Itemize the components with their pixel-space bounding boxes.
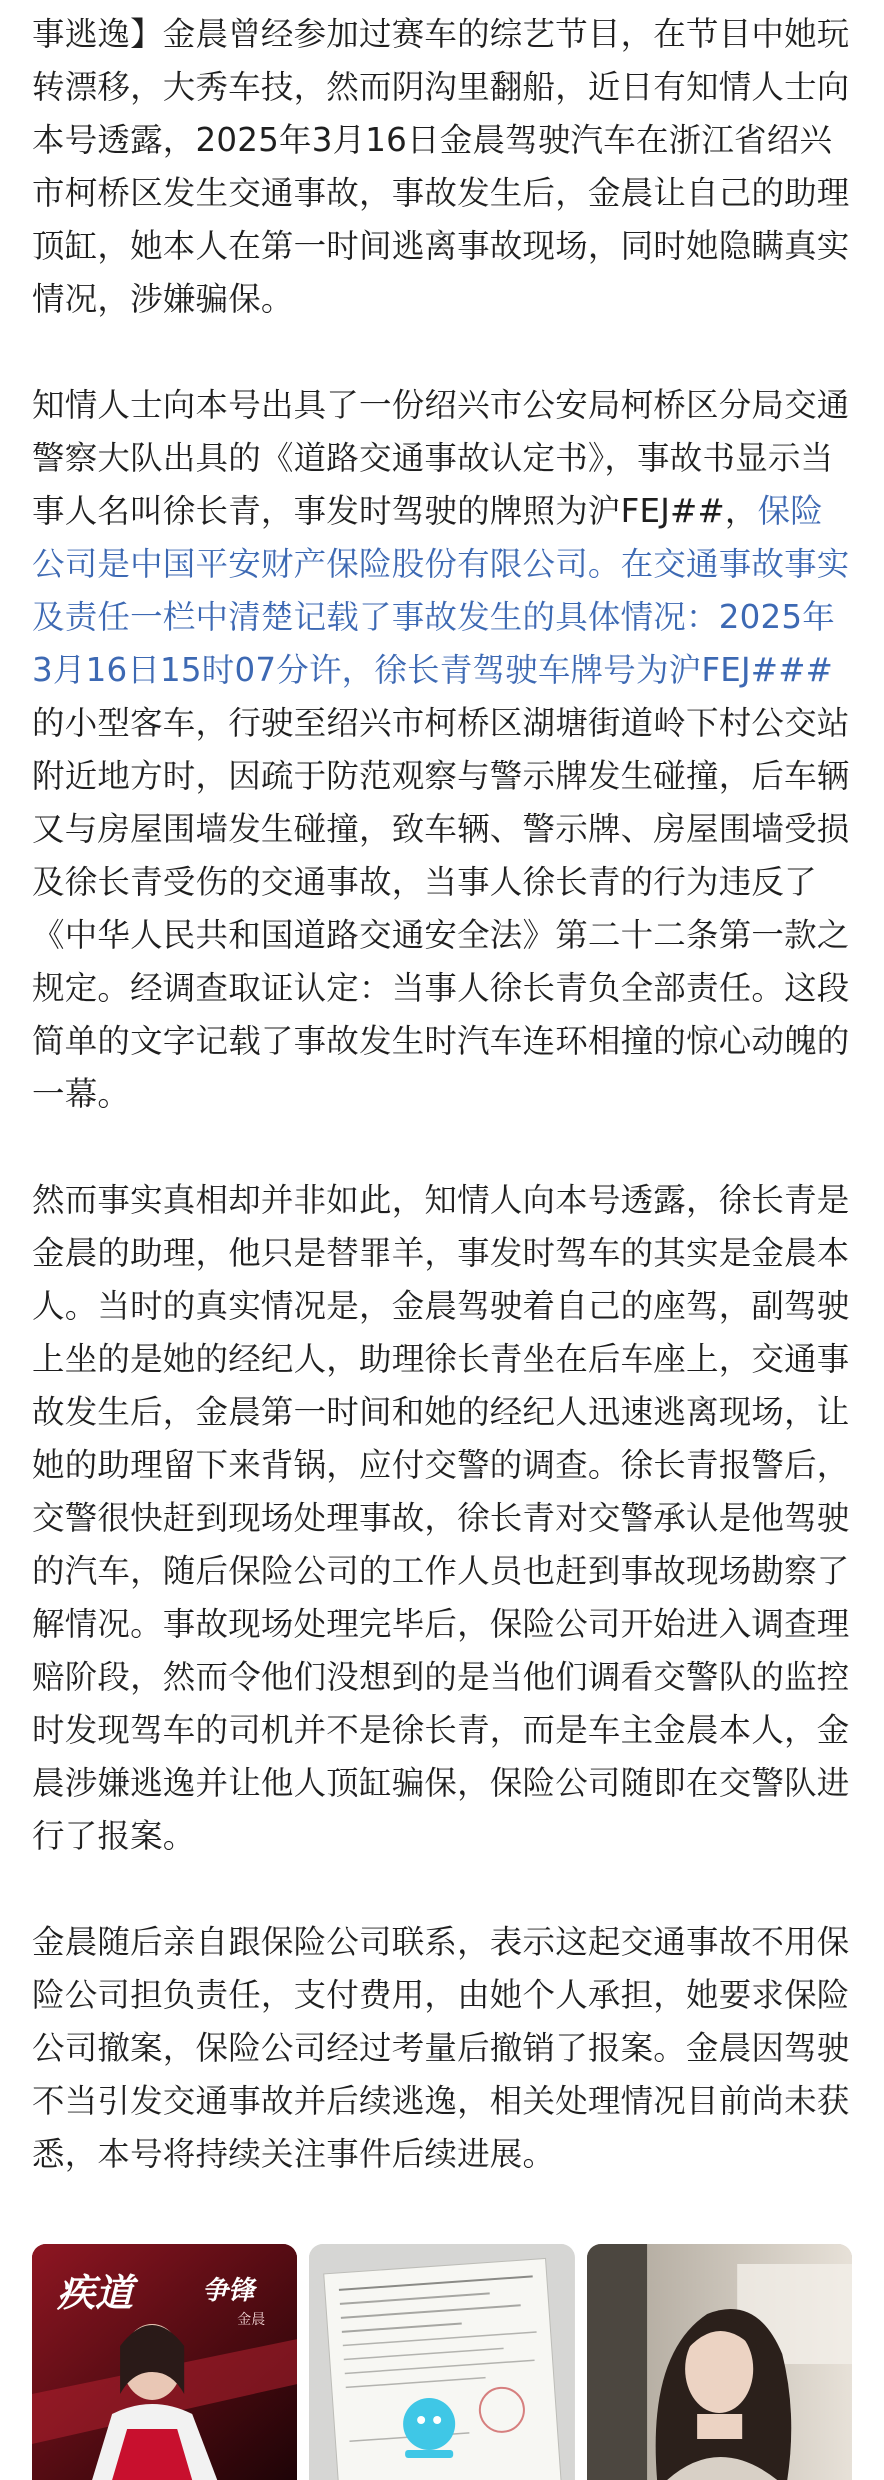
paragraph-4: 金晨随后亲自跟保险公司联系，表示这起交通事故不用保险公司担负责任，支付费用，由她个人承担，她要求保险公司撤案，保险公司经过考量后撤销了报案。金晨因驾驶不当引发交通事故并后续逃逸，相关处理情况目前尚未获悉，本号将持续关注事件后续进展。 (32, 1923, 850, 2173)
gallery-image-2[interactable] (309, 2244, 574, 2480)
driver-photo-image (587, 2244, 852, 2480)
paragraph-2-text-a: 知情人士向本号出具了一份绍兴市公安局柯桥区分局交通警察大队出具的《道路交通事故认定书》，事故书显示当事人名叫徐长青，事发时驾驶的牌照为沪FEJ##， (32, 386, 850, 530)
paragraph-2-text-c: 的小型客车，行驶至绍兴市柯桥区湖塘街道岭下村公交站附近地方时，因疏于防范观察与警示牌发生碰撞，后车辆又与房屋围墙发生碰撞，致车辆、警示牌、房屋围墙受损及徐长青受伤的交通事故，当事人徐长青的行为违反了《中华人民共和国道路交通安全法》第二十二条第一款之规定。经调查取证认定：当事人徐长青负全部责任。这段简单的文字记载了事故发生时汽车连环相撞的惊心动魄的一幕。 (32, 704, 850, 1113)
article-body (32, 0, 852, 2181)
racing-poster-image (32, 2244, 297, 2480)
poster-title-a: 疾道 (57, 2271, 134, 2315)
poster-title-b: 争锋 (202, 2276, 255, 2306)
accident-document-image (309, 2244, 574, 2480)
paragraph-1: 事逃逸】金晨曾经参加过赛车的综艺节目，在节目中她玩转漂移，大秀车技，然而阴沟里翻船，近日有知情人士向本号透露，2025年3月16日金晨驾驶汽车在浙江省绍兴市柯桥区发生交通事故，事故发生后，金晨让自己的助理顶缸，她本人在第一时间逃离事故现场，同时她隐瞒真实情况，涉嫌骗保。 (32, 15, 850, 318)
gallery-image-1[interactable] (32, 2244, 297, 2480)
paragraph-3: 然而事实真相却并非如此，知情人向本号透露，徐长青是金晨的助理，他只是替罪羊，事发时驾车的其实是金晨本人。当时的真实情况是，金晨驾驶着自己的座驾，副驾驶上坐的是她的经纪人，助理徐长青坐在后车座上，交通事故发生后，金晨第一时间和她的经纪人迅速逃离现场，让她的助理留下来背锅，应付交警的调查。徐长青报警后，交警很快赶到现场处理事故，徐长青对交警承认是他驾驶的汽车，随后保险公司的工作人员也赶到事故现场勘察了解情况。事故现场处理完毕后，保险公司开始进入调查理赔阶段，然而令他们没想到的是当他们调看交警队的监控时发现驾车的司机并不是徐长青，而是车主金晨本人，金晨涉嫌逃逸并让他人顶缸骗保，保险公司随即在交警队进行了报案。 (32, 1181, 850, 1855)
poster-subtitle: 金晨 (237, 2312, 266, 2328)
gallery-image-3[interactable] (587, 2244, 852, 2480)
paragraph-2 (32, 379, 852, 1121)
paragraph-2-highlight: 保险公司是中国平安财产保险股份有限公司。在交通事故事实及责任一栏中清楚记载了事故发生的具体情况：2025年3月16日15时07分许，徐长青驾驶车牌号为沪FEJ### (32, 492, 850, 689)
image-gallery (32, 2244, 852, 2480)
